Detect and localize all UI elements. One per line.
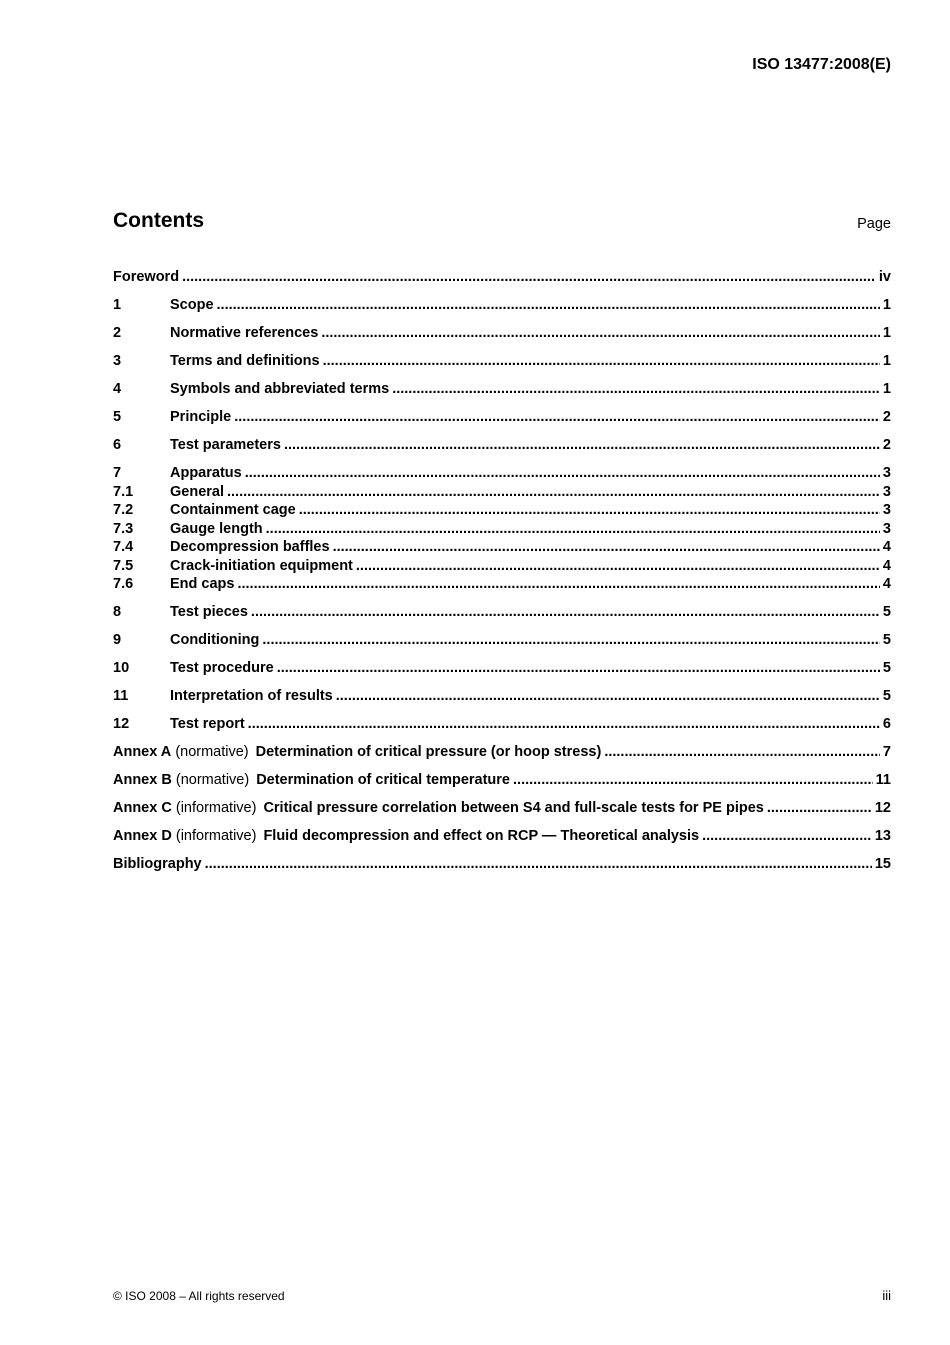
dot-leader — [513, 771, 873, 790]
toc-entry-title: Interpretation of results — [170, 688, 333, 704]
toc-entry[interactable] — [113, 436, 891, 455]
dot-leader — [604, 743, 880, 762]
toc-entry-page: 5 — [882, 632, 891, 648]
toc-entry-title: Apparatus — [170, 465, 242, 481]
toc-entry-page: 15 — [874, 856, 891, 872]
toc-entry-title: Normative references — [170, 325, 319, 341]
toc-entry-page: 11 — [875, 772, 891, 788]
toc-entry-number: 7.3 — [113, 520, 134, 537]
annex-label: Annex B — [113, 772, 172, 788]
toc-entry-page: 5 — [882, 688, 891, 704]
toc-entry-number: 5 — [113, 409, 122, 425]
toc-entry-title: Conditioning — [170, 632, 260, 648]
toc-entry-title: Principle — [170, 409, 232, 425]
dot-leader — [767, 799, 872, 818]
toc-entry-number: 10 — [113, 660, 130, 676]
annex-label: Annex C — [113, 800, 172, 816]
toc-annex-c[interactable] — [113, 799, 891, 818]
toc-entry[interactable] — [113, 464, 891, 483]
toc-subentry[interactable] — [113, 538, 891, 557]
toc-entry-foreword[interactable] — [113, 268, 891, 287]
toc-annex-d[interactable] — [113, 827, 891, 846]
toc-entry[interactable] — [113, 687, 891, 706]
toc-entry-page: 5 — [882, 604, 891, 620]
dot-leader — [262, 631, 880, 650]
toc-entry-number: 6 — [113, 437, 122, 453]
toc-entry-page: 4 — [882, 576, 891, 592]
toc-entry-title: Test parameters — [170, 437, 281, 453]
toc-entry-title: Foreword — [113, 269, 180, 285]
toc-entry-title: Scope — [170, 297, 214, 313]
toc-entry[interactable] — [113, 715, 891, 734]
dot-leader — [392, 380, 880, 399]
dot-leader — [284, 436, 880, 455]
toc-entry[interactable] — [113, 296, 891, 315]
dot-leader — [299, 501, 880, 520]
toc-entry-number: 8 — [113, 604, 122, 620]
toc-entry-title: Test pieces — [170, 604, 248, 620]
dot-leader — [321, 324, 880, 343]
dot-leader — [237, 575, 879, 594]
toc-entry[interactable] — [113, 408, 891, 427]
dot-leader — [356, 557, 880, 576]
dot-leader — [702, 827, 872, 846]
dot-leader — [248, 715, 880, 734]
page-number: iii — [882, 1288, 891, 1303]
toc-entry-bibliography[interactable] — [113, 855, 891, 874]
toc-entry-number: 1 — [113, 297, 122, 313]
toc-entry-title: Critical pressure correlation between S4 and full-scale tests for PE pipes — [263, 800, 764, 816]
toc-entry-number: 7.1 — [113, 483, 134, 500]
toc-entry-title: Decompression baffles — [170, 539, 330, 555]
page-column-label: Page — [857, 216, 891, 232]
toc-subentry[interactable] — [113, 501, 891, 520]
toc-subentry[interactable] — [113, 575, 891, 594]
dot-leader — [251, 603, 880, 622]
toc-entry-title: Containment cage — [170, 502, 296, 518]
dot-leader — [217, 296, 880, 315]
toc-entry-page: 2 — [882, 409, 891, 425]
toc-entry-title: Gauge length — [170, 520, 263, 537]
document-id: ISO 13477:2008(E) — [752, 56, 891, 73]
dot-leader — [205, 855, 872, 874]
toc-entry-number: 12 — [113, 716, 130, 732]
toc-annex-a[interactable] — [113, 743, 891, 762]
toc-entry-page: 12 — [874, 800, 891, 816]
dot-leader — [182, 268, 876, 287]
toc-entry-page: 4 — [882, 557, 891, 574]
toc-entry-number: 7.2 — [113, 502, 134, 518]
toc-entry-title: General — [170, 483, 224, 500]
toc-entry-number: 7 — [113, 465, 122, 481]
toc-entry[interactable] — [113, 603, 891, 622]
toc-entry[interactable] — [113, 352, 891, 371]
toc-entry[interactable] — [113, 631, 891, 650]
toc-annex-b[interactable] — [113, 771, 891, 790]
toc-entry-title: Terms and definitions — [170, 353, 320, 369]
toc-entry-page: 3 — [882, 483, 891, 500]
toc-entry-page: 2 — [882, 437, 891, 453]
table-of-contents — [113, 268, 891, 874]
dot-leader — [336, 687, 880, 706]
toc-entry[interactable] — [113, 380, 891, 399]
toc-entry-number: 7.6 — [113, 576, 134, 592]
toc-entry-number: 7.5 — [113, 557, 134, 574]
toc-entry-page: 3 — [882, 502, 891, 518]
toc-entry-title: Test report — [170, 716, 245, 732]
dot-leader — [323, 352, 880, 371]
contents-heading: Contents — [113, 209, 204, 232]
copyright-notice: © ISO 2008 – All rights reserved — [113, 1289, 285, 1303]
toc-entry-title: Bibliography — [113, 856, 202, 872]
toc-entry-number: 4 — [113, 381, 122, 397]
toc-entry-title: Determination of critical pressure (or hoop stress) — [255, 744, 602, 760]
toc-entry-page: 1 — [882, 353, 891, 369]
toc-entry-title: Fluid decompression and effect on RCP — Theoretical analysis — [263, 828, 700, 844]
toc-entry-page: 1 — [882, 325, 891, 341]
toc-entry-page: 7 — [882, 744, 891, 760]
annex-kind: (normative) — [175, 744, 249, 760]
annex-kind: (normative) — [175, 772, 250, 788]
toc-entry-page: 1 — [882, 297, 891, 313]
toc-entry-page: 13 — [874, 828, 891, 844]
toc-entry-title: End caps — [170, 576, 235, 592]
toc-subentry[interactable] — [113, 520, 891, 539]
dot-leader — [333, 538, 880, 557]
toc-entry-number: 3 — [113, 353, 122, 369]
toc-subentry[interactable] — [113, 483, 891, 502]
toc-entry-title: Test procedure — [170, 660, 274, 676]
dot-leader — [277, 659, 880, 678]
toc-entry-number: 2 — [113, 325, 122, 341]
annex-kind: (informative) — [175, 828, 257, 844]
annex-kind: (informative) — [175, 800, 257, 816]
toc-entry-title: Determination of critical temperature — [256, 772, 511, 788]
toc-entry-page: 3 — [882, 465, 891, 481]
toc-entry-number: 9 — [113, 632, 122, 648]
toc-entry[interactable] — [113, 324, 891, 343]
toc-subentry[interactable] — [113, 557, 891, 576]
toc-entry-page: 3 — [882, 520, 891, 537]
toc-entry-number: 11 — [113, 688, 129, 704]
dot-leader — [245, 464, 880, 483]
toc-entry-page: 1 — [882, 381, 891, 397]
toc-entry-title: Symbols and abbreviated terms — [170, 381, 390, 397]
toc-entry-page: iv — [878, 269, 891, 285]
dot-leader — [266, 520, 880, 539]
annex-label: Annex A — [113, 744, 172, 760]
toc-entry-page: 5 — [882, 660, 891, 676]
dot-leader — [234, 408, 880, 427]
toc-entry-number: 7.4 — [113, 539, 134, 555]
toc-entry-page: 6 — [882, 716, 891, 732]
toc-entry-page: 4 — [882, 539, 891, 555]
annex-label: Annex D — [113, 828, 172, 844]
toc-entry[interactable] — [113, 659, 891, 678]
dot-leader — [227, 483, 880, 502]
toc-entry-title: Crack-initiation equipment — [170, 557, 353, 574]
